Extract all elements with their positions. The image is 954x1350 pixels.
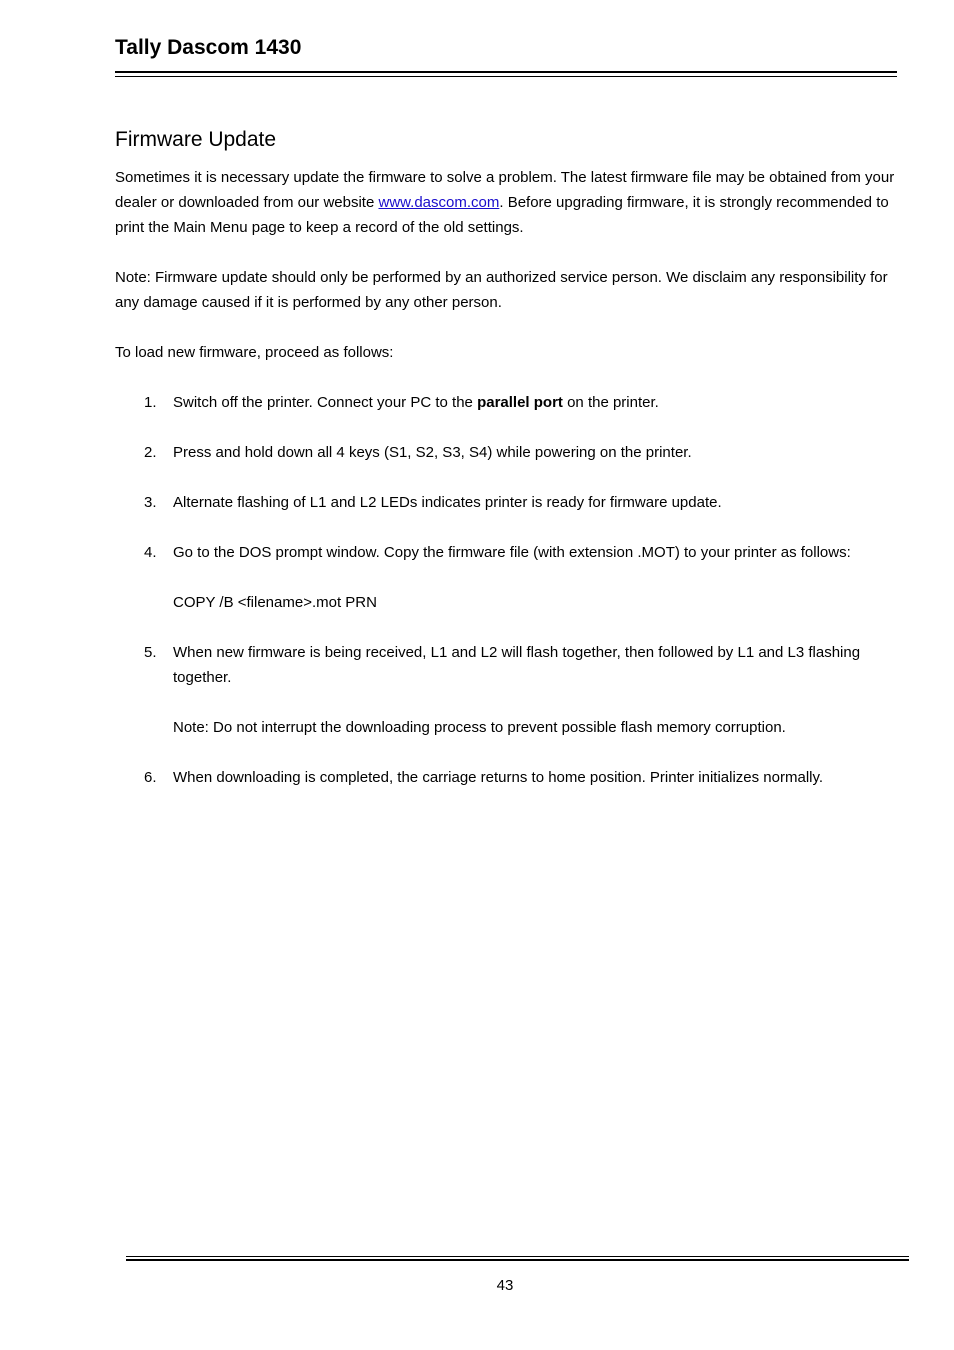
document-body <box>115 165 905 815</box>
website-link[interactable]: www.dascom.com <box>378 194 500 211</box>
footer-rule <box>126 1256 909 1261</box>
step-note: Note: Do not interrupt the downloading process to prevent possible flash memory corruption. <box>173 719 786 736</box>
step-text: When downloading is completed, the carriage returns to home position. Printer initializes normally. <box>173 769 824 786</box>
step-number: 2. <box>144 444 157 461</box>
step-text: Go to the DOS prompt window. Copy the firmware file (with extension .MOT) to your printer as follows: <box>173 544 851 561</box>
command-line: COPY /B <filename>.mot PRN <box>173 594 377 611</box>
step-text: on the printer. <box>562 394 659 411</box>
step-number: 1. <box>144 394 157 411</box>
list-item <box>115 765 905 790</box>
step-number: 6. <box>144 769 157 786</box>
step-number: 5. <box>144 644 157 661</box>
header-rule <box>115 71 897 77</box>
intro-text-after-link: . Before upgrading firmware, it is strongly recommended to print the Main Menu page to keep a record of the old settings. <box>115 194 889 236</box>
step-bold-text: parallel port <box>477 394 563 411</box>
section-title: Firmware Update <box>115 128 277 151</box>
step-text: Alternate flashing of L1 and L2 LEDs indicates printer is ready for firmware update. <box>173 494 722 511</box>
list-item <box>115 490 905 515</box>
intro-text-before-link: Sometimes it is necessary update the firmware to solve a problem. The latest firmware file may be obtained from your dealer or downloaded from our website <box>115 169 895 211</box>
lead-paragraph: To load new firmware, proceed as follows: <box>115 344 394 361</box>
intro-paragraph <box>115 165 905 240</box>
step-text: Press and hold down all 4 keys (S1, S2, S3, S4) while powering on the printer. <box>173 444 692 461</box>
step-text: Switch off the printer. Connect your PC to the <box>173 394 478 411</box>
document-header-title: Tally Dascom 1430 <box>115 36 302 59</box>
list-item <box>115 390 905 415</box>
note-paragraph: Note: Firmware update should only be performed by an authorized service person. We disclaim any responsibility for any damage caused if it is performed by any other person. <box>115 269 888 311</box>
list-item <box>115 640 905 740</box>
step-number: 4. <box>144 544 157 561</box>
list-item <box>115 440 905 465</box>
steps-list <box>115 390 905 790</box>
step-number: 3. <box>144 494 157 511</box>
list-item <box>115 540 905 615</box>
step-text: When new firmware is being received, L1 and L2 will flash together, then followed by L1 and L3 flashing together. <box>173 644 861 686</box>
page-number: 43 <box>496 1277 514 1294</box>
